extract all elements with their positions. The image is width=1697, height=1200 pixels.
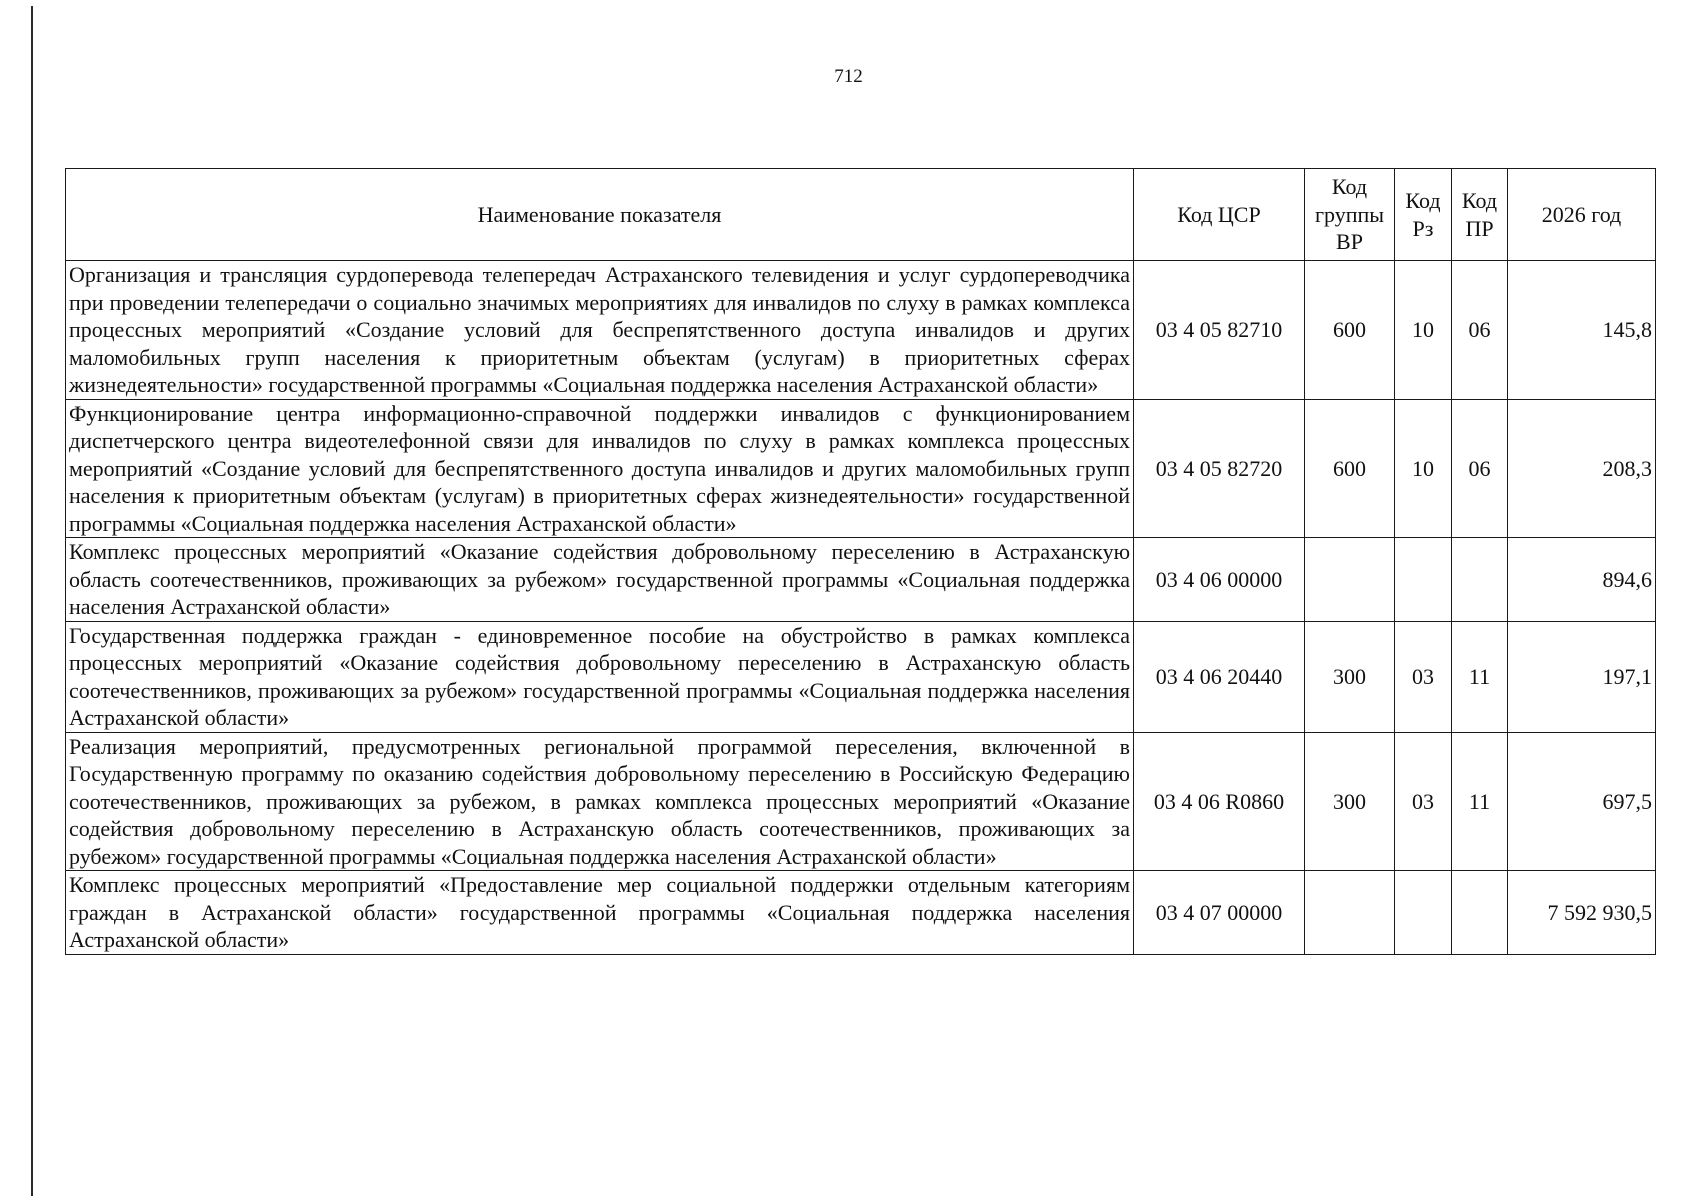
row-value-2026: 697,5 (1508, 732, 1656, 871)
row-vr-code: 600 (1305, 261, 1395, 400)
row-csr-code: 03 4 05 82710 (1134, 261, 1305, 400)
row-vr-code: 600 (1305, 399, 1395, 538)
row-csr-code: 03 4 07 00000 (1134, 871, 1305, 955)
row-csr-code: 03 4 05 82720 (1134, 399, 1305, 538)
row-value-2026: 208,3 (1508, 399, 1656, 538)
row-csr-code: 03 4 06 20440 (1134, 621, 1305, 732)
table-row (66, 261, 1656, 400)
budget-table (65, 168, 1656, 955)
row-csr-code: 03 4 06 00000 (1134, 538, 1305, 622)
row-pr-code: 06 (1452, 261, 1508, 400)
row-value-2026: 894,6 (1508, 538, 1656, 622)
row-rz-code (1395, 871, 1452, 955)
row-pr-code: 06 (1452, 399, 1508, 538)
row-rz-code: 10 (1395, 261, 1452, 400)
row-rz-code: 10 (1395, 399, 1452, 538)
header-csr-code: Код ЦСР (1134, 169, 1305, 261)
table-row (66, 538, 1656, 622)
row-name: Государственная поддержка граждан - единовременное пособие на обустройство в рамках комплекса процессных мероприятий «Оказание содействия добровольному переселению в Астраханскую область соотечественников, проживающих за рубежом» государственной программы «Социальная поддержка населения Астраханской области» (66, 621, 1134, 732)
row-vr-code (1305, 871, 1395, 955)
row-vr-code: 300 (1305, 621, 1395, 732)
row-value-2026: 145,8 (1508, 261, 1656, 400)
row-pr-code: 11 (1452, 732, 1508, 871)
row-name: Реализация мероприятий, предусмотренных региональной программой переселения, включенной в Государственную программу по оказанию содействия добровольному переселению в Российскую Федерацию соотечественников, проживающих за рубежом, в рамках комплекса процессных мероприятий «Оказание содействия добровольному переселению в Астраханскую область соотечественников, проживающих за рубежом» государственной программы «Социальная поддержка населения Астраханской области» (66, 732, 1134, 871)
row-name: Функционирование центра информационно-справочной поддержки инвалидов с функционированием диспетчерского центра видеотелефонной связи для инвалидов по слуху в рамках комплекса процессных мероприятий «Создание условий для беспрепятственного доступа инвалидов и других маломобильных групп населения к приоритетным объектам (услугам) в приоритетных сферах жизнедеятельности» государственной программы «Социальная поддержка населения Астраханской области» (66, 399, 1134, 538)
row-name: Комплекс процессных мероприятий «Предоставление мер социальной поддержки отдельным категориям граждан в Астраханской области» государственной программы «Социальная поддержка населения Астраханской области» (66, 871, 1134, 955)
header-rz-code: Код Рз (1395, 169, 1452, 261)
row-name: Комплекс процессных мероприятий «Оказание содействия добровольному переселению в Астраханскую область соотечественников, проживающих за рубежом» государственной программы «Социальная поддержка населения Астраханской области» (66, 538, 1134, 622)
row-pr-code (1452, 871, 1508, 955)
table-header-row (66, 169, 1656, 261)
row-pr-code (1452, 538, 1508, 622)
row-csr-code: 03 4 06 R0860 (1134, 732, 1305, 871)
row-name: Организация и трансляция сурдоперевода телепередач Астраханского телевидения и услуг сурдопереводчика при проведении телепередачи о социально значимых мероприятиях для инвалидов по слуху в рамках комплекса процессных мероприятий «Создание условий для беспрепятственного доступа инвалидов и других маломобильных групп населения к приоритетным объектам (услугам) в приоритетных сферах жизнедеятельности» государственной программы «Социальная поддержка населения Астраханской области» (66, 261, 1134, 400)
row-rz-code: 03 (1395, 621, 1452, 732)
header-vr-group-code: Код группы ВР (1305, 169, 1395, 261)
table-row (66, 732, 1656, 871)
row-pr-code: 11 (1452, 621, 1508, 732)
row-value-2026: 7 592 930,5 (1508, 871, 1656, 955)
row-rz-code: 03 (1395, 732, 1452, 871)
header-pr-code: Код ПР (1452, 169, 1508, 261)
row-vr-code: 300 (1305, 732, 1395, 871)
table-row (66, 621, 1656, 732)
scan-margin-line (31, 6, 33, 1196)
header-name: Наименование показателя (66, 169, 1134, 261)
row-vr-code (1305, 538, 1395, 622)
table-row (66, 399, 1656, 538)
page-number: 712 (834, 66, 863, 87)
table-row (66, 871, 1656, 955)
header-year-2026: 2026 год (1508, 169, 1656, 261)
row-value-2026: 197,1 (1508, 621, 1656, 732)
row-rz-code (1395, 538, 1452, 622)
